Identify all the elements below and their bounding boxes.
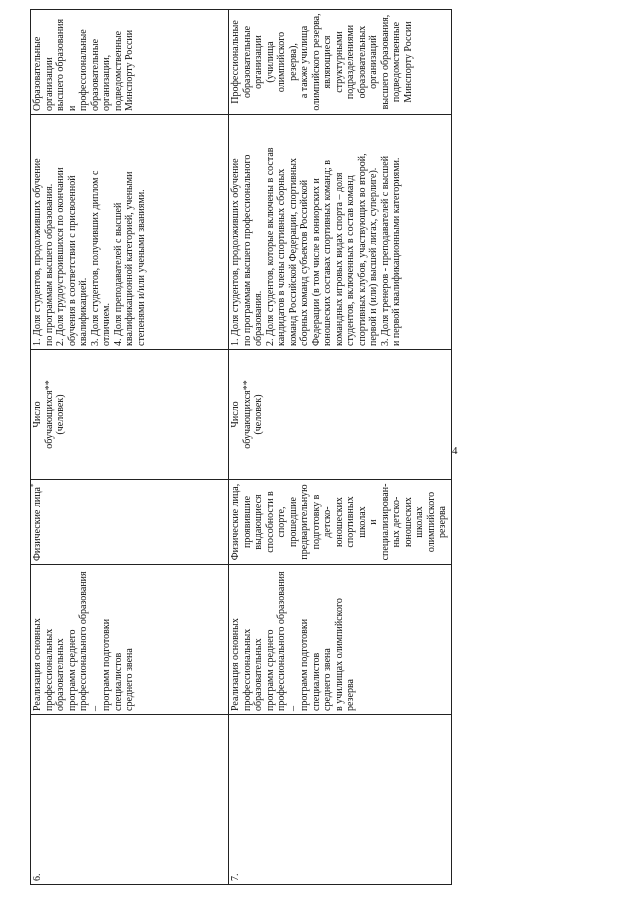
text-line: высшего образования и (55, 18, 78, 111)
text-line: юношеских составах спортивных команд; в (322, 160, 333, 346)
text-line: среднего звена (322, 648, 333, 711)
text-line: первой и (или) высшей лигах, суперлиге). (368, 167, 379, 346)
text-line: профессиональных образовательных (241, 628, 264, 711)
page-number: 4 (452, 445, 458, 457)
text-line: 1. Доля студентов, продолживших обучение (32, 158, 43, 346)
text-line: (человек) (253, 394, 264, 435)
text-line: квалификационной категорией, учеными (124, 171, 135, 346)
text-line: 3. Доля тренеров - преподавателей с высшей (379, 155, 391, 346)
rotated-table-container (30, 10, 450, 885)
text-line: подразделениями (345, 24, 356, 100)
text-line: среднего звена (124, 648, 135, 711)
text-line: профессионального образования – (276, 571, 299, 711)
text-line: Образовательные организации (32, 36, 55, 111)
text-line: 4. Доля преподавателей с высшей (112, 202, 124, 346)
consumers-text: Физические лица (32, 487, 43, 561)
footnote-mark: * (29, 483, 38, 487)
text-line: обучающихся** (43, 380, 55, 449)
text-line: организации, (101, 54, 112, 111)
text-line: детско-юношеских (322, 497, 345, 547)
text-line: спорте, прошедшие (276, 497, 299, 547)
text-line: выдающиеся (253, 494, 264, 550)
text-line: по программам высшего образования. (43, 183, 55, 346)
indicator-cell (229, 350, 452, 480)
text-line: ных детско- (391, 496, 402, 548)
text-line: в училищах олимпийского резерва (333, 598, 356, 711)
text-line: обучающихся** (241, 380, 253, 449)
text-line: профессиональные (78, 29, 89, 111)
text-line: резерва (437, 506, 448, 538)
text-line: высшего образования, (379, 14, 391, 110)
text-line: (человек) (55, 394, 66, 435)
provider-cell (31, 10, 229, 115)
text-line: Число (32, 401, 43, 428)
text-line: образовательные организации (241, 25, 264, 99)
text-line: Физические лица, (230, 483, 241, 561)
service-name-cell (229, 565, 452, 715)
text-line: Минспорту России (402, 21, 414, 103)
text-line: Реализация основных (230, 618, 241, 711)
text-line: подведомственные (391, 21, 402, 103)
text-line: сборных команд субъектов Российской (299, 179, 310, 346)
text-line: а также училища (299, 25, 310, 99)
text-line: командных игровых видах спорта – доля (333, 172, 345, 346)
text-line: подведомственные (112, 30, 124, 111)
text-line: Профессиональные (230, 20, 241, 104)
text-line: образовательные (89, 38, 101, 111)
text-line: проявившие (241, 495, 253, 549)
consumers-cell (229, 480, 452, 565)
quality-indicators-cell (31, 115, 229, 350)
row-number-cell (31, 715, 229, 885)
text-line: студентов, включенных в состав команд (345, 175, 356, 346)
row-number: 6. (32, 873, 43, 881)
row-number-cell (229, 715, 452, 885)
text-line: олимпийского резерва, (310, 13, 322, 111)
consumers-cell (31, 480, 229, 565)
indicator-cell (31, 350, 229, 480)
text-line: квалификацией. (78, 277, 89, 346)
quality-indicators-cell (229, 115, 452, 350)
text-line: спортивных школах (345, 496, 368, 548)
provider-cell (229, 10, 452, 115)
services-table (30, 9, 452, 885)
text-line: команд Российской Федерации, спортивных (287, 158, 299, 346)
text-line: и специализирован- (368, 483, 391, 561)
text-line: 1. Доля студентов, продолживших обучение (230, 158, 241, 346)
text-line: Число (230, 401, 241, 428)
text-line: программ подготовки специалистов (299, 618, 322, 711)
text-line: предварительную (299, 484, 310, 560)
text-line: спортивных клубов, участвующих во второй, (356, 153, 368, 346)
text-line: образовательных организаций (356, 25, 379, 99)
text-line: способности в (264, 491, 276, 553)
text-line: являющиеся структурными (322, 31, 345, 93)
text-line: Реализация основных (32, 618, 43, 711)
text-line: 2. Доля студентов, которые включены в состав (264, 147, 276, 346)
text-line: 3. Доля студентов, получивших диплом с (89, 170, 101, 346)
text-line: отличием. (101, 303, 112, 346)
text-line: и первой квалификационными категориями. (391, 157, 402, 346)
text-line: Федерации (в том числе в юниорских и (310, 178, 322, 346)
row-number: 7. (230, 873, 241, 881)
text-line: резерва), (287, 43, 299, 81)
text-line: степенями и/или учеными званиями. (135, 189, 147, 346)
service-name-cell (31, 565, 229, 715)
text-line: по программам высшего профессионального (241, 154, 253, 346)
table-row (31, 10, 229, 885)
text-line: профессионального образования – (78, 571, 101, 711)
text-line: 2. Доля трудоустроившихся по окончании (55, 167, 66, 346)
text-line: программ среднего (264, 629, 276, 711)
text-line: программ подготовки специалистов (101, 618, 124, 711)
text-line: Минспорту России (124, 29, 135, 111)
table-row (229, 10, 452, 885)
text-line: подготовку в (310, 494, 322, 550)
text-line: профессиональных образовательных (43, 628, 66, 711)
text-line: юношеских школах (402, 497, 425, 547)
text-line (29, 483, 44, 561)
text-line: кандидатов в члены спортивных сборных (276, 168, 287, 346)
text-line: программ среднего (66, 629, 78, 711)
text-line: (училища олимпийского (264, 31, 287, 93)
text-line: обучения в соответствии с присвоенной (66, 175, 78, 346)
text-line: образования. (253, 290, 264, 346)
text-line: олимпийского (425, 491, 437, 553)
